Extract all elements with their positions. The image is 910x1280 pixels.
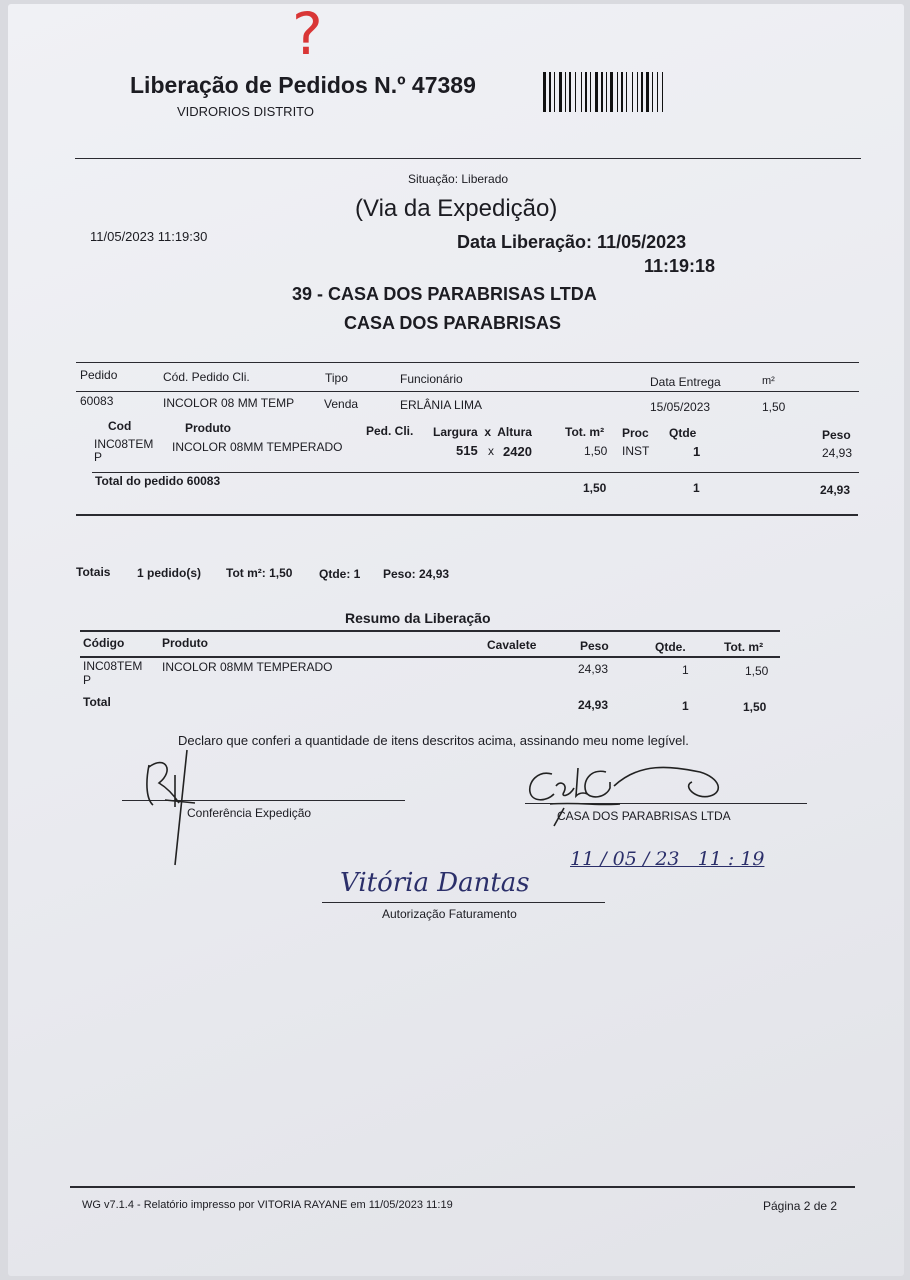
order-total-m2: 1,50 — [583, 481, 607, 495]
summary-total-peso: 24,93 — [578, 698, 609, 712]
via-label: (Via da Expedição) — [355, 195, 558, 222]
declaration-text: Declaro que conferi a quantidade de itens descritos acima, assinando meu nome legível. — [178, 733, 689, 748]
totals-pedidos: 1 pedido(s) — [137, 566, 202, 580]
item-altura: 2420 — [503, 444, 532, 459]
totals-label: Totais — [76, 565, 111, 579]
item-product: INCOLOR 08MM TEMPERADO — [172, 440, 343, 454]
divider — [76, 514, 858, 516]
item-code: INC08TEM — [94, 437, 154, 451]
totals-m2: Tot m²: 1,50 — [226, 566, 293, 580]
col-pedido: Pedido — [80, 368, 118, 382]
print-timestamp: 11/05/2023 11:19:30 — [90, 229, 208, 244]
summary-qtde: 1 — [682, 663, 689, 677]
col-cod: Cod — [108, 419, 132, 433]
signature-line — [322, 902, 605, 903]
authorization-label: Autorização Faturamento — [382, 907, 517, 921]
col-peso: Peso — [822, 428, 851, 442]
order-number: 60083 — [80, 394, 114, 408]
release-date: Data Liberação: 11/05/2023 — [457, 232, 687, 252]
item-tot-m2: 1,50 — [584, 444, 608, 458]
summary-title: Resumo da Liberação — [345, 610, 491, 626]
summary-col-tot-m2: Tot. m² — [724, 640, 764, 654]
summary-col-peso: Peso — [580, 639, 609, 653]
col-data-entrega: Data Entrega — [650, 375, 721, 389]
order-total-label: Total do pedido 60083 — [95, 474, 221, 488]
conference-label: Conferência Expedição — [187, 806, 312, 820]
handwritten-date: 11 / 05 / 23 11 : 19 — [570, 848, 765, 870]
summary-code: INC08TEM — [83, 659, 143, 673]
col-qtde: Qtde — [669, 426, 697, 440]
summary-peso: 24,93 — [578, 662, 609, 676]
order-type: Venda — [324, 397, 359, 411]
col-tot-m2: Tot. m² — [565, 425, 605, 439]
col-funcionario: Funcionário — [400, 372, 463, 386]
divider — [70, 1186, 855, 1188]
col-m2: m² — [762, 375, 775, 387]
barcode-icon — [543, 72, 683, 112]
employee-name: ERLÂNIA LIMA — [400, 398, 483, 412]
summary-col-codigo: Código — [83, 636, 125, 650]
summary-total-qtde: 1 — [682, 699, 689, 713]
summary-col-cavalete: Cavalete — [487, 638, 537, 652]
divider — [76, 362, 859, 363]
page-title: Liberação de Pedidos N.º 47389 — [130, 72, 476, 98]
col-cod-pedido-cli: Cód. Pedido Cli. — [163, 370, 250, 384]
divider — [92, 472, 859, 473]
summary-product: INCOLOR 08MM TEMPERADO — [162, 660, 333, 674]
summary-col-qtde: Qtde. — [655, 640, 686, 654]
company-name: VIDRORIOS DISTRITO — [177, 104, 314, 119]
client-name: 39 - CASA DOS PARABRISAS LTDA — [292, 284, 597, 304]
status-text: Situação: Liberado — [408, 172, 509, 186]
page-number: Página 2 de 2 — [763, 1199, 838, 1213]
col-proc: Proc — [622, 426, 649, 440]
col-ped-cli: Ped. Cli. — [366, 424, 414, 438]
divider — [75, 158, 861, 159]
item-largura: 515 — [456, 443, 478, 458]
handwritten-name: Vitória Dantas — [340, 868, 530, 898]
order-total-qtde: 1 — [693, 481, 700, 495]
handwritten-question-mark: ? — [292, 0, 323, 68]
client-short-name: CASA DOS PARABRISAS — [344, 313, 562, 333]
totals-peso: Peso: 24,93 — [383, 567, 450, 581]
totals-qtde: Qtde: 1 — [319, 567, 361, 581]
divider — [80, 656, 780, 658]
summary-col-produto: Produto — [162, 636, 208, 650]
footer-report-info: WG v7.1.4 - Relatório impresso por VITORIA RAYANE em 11/05/2023 11:19 — [82, 1199, 453, 1211]
summary-tot-m2: 1,50 — [745, 664, 769, 678]
col-largura-altura: Largura x Altura — [433, 425, 532, 439]
summary-total-m2: 1,50 — [743, 700, 767, 714]
client-order-code: INCOLOR 08 MM TEMP — [163, 396, 295, 410]
release-time: 11:19:18 — [644, 256, 716, 276]
summary-total-label: Total — [83, 695, 111, 709]
client-signature-label: CASA DOS PARABRISAS LTDA — [557, 809, 731, 823]
col-tipo: Tipo — [325, 371, 348, 385]
order-m2: 1,50 — [762, 400, 786, 414]
divider — [80, 630, 780, 632]
item-code-cont: P — [94, 450, 103, 464]
order-total-peso: 24,93 — [820, 483, 851, 497]
item-dim-x: x — [488, 444, 494, 458]
divider — [76, 391, 859, 392]
item-proc: INST — [622, 444, 650, 458]
item-peso: 24,93 — [822, 446, 853, 460]
item-qtde: 1 — [693, 444, 701, 459]
delivery-date: 15/05/2023 — [650, 400, 711, 414]
col-produto: Produto — [185, 421, 231, 435]
summary-code-cont: P — [83, 673, 92, 687]
